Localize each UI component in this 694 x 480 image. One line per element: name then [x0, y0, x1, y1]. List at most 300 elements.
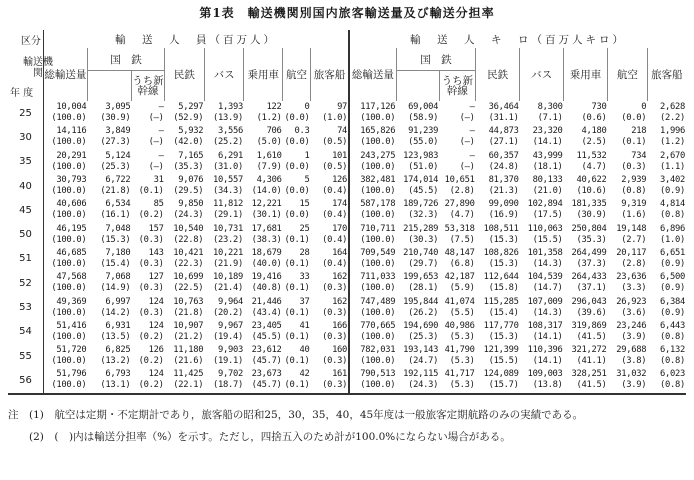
- cell-share: (43.4): [251, 307, 282, 318]
- cell-share: (52.9): [173, 113, 204, 124]
- data-cell: [647, 368, 686, 393]
- cell-share: (0.3): [138, 307, 164, 318]
- cell-value: —: [469, 126, 475, 137]
- cell-share: (45.5): [251, 331, 282, 342]
- cell-share: (1.6): [621, 210, 647, 221]
- data-cell: [244, 295, 283, 319]
- data-cell: [283, 271, 311, 295]
- cell-share: (—): [148, 137, 164, 148]
- data-cell: [43, 320, 87, 344]
- cell-value: 192,115: [403, 369, 439, 380]
- cell-value: 85: [153, 199, 164, 210]
- cell-share: (100.0): [360, 258, 396, 269]
- data-cell: [520, 344, 564, 368]
- cell-value: 124: [148, 369, 164, 380]
- cell-value: 770,665: [360, 320, 396, 331]
- data-cell: [564, 150, 608, 174]
- data-cell: [396, 150, 439, 174]
- data-cell: [165, 150, 205, 174]
- table-row: [8, 174, 686, 198]
- cell-share: (—): [148, 161, 164, 172]
- data-cell: [310, 125, 349, 149]
- cell-share: (0.1): [284, 258, 310, 269]
- data-cell: [647, 101, 686, 125]
- data-cell: [647, 174, 686, 198]
- data-cell: [87, 344, 131, 368]
- data-cell: [244, 368, 283, 393]
- cell-share: (100.0): [51, 210, 87, 221]
- data-cell: [439, 150, 475, 174]
- cell-value: 10,699: [173, 272, 204, 283]
- data-cell: [564, 344, 608, 368]
- cell-share: (100.0): [360, 234, 396, 245]
- cell-share: (5.3): [449, 331, 475, 342]
- row-year: 54: [8, 320, 43, 344]
- cell-value: 9,850: [178, 199, 204, 210]
- cell-share: (2.7): [621, 234, 647, 245]
- cell-value: —: [469, 150, 475, 161]
- cell-value: 264,433: [571, 272, 607, 283]
- cell-value: 7,068: [105, 272, 131, 283]
- data-cell: [204, 271, 244, 295]
- cell-share: (6.8): [449, 258, 475, 269]
- data-cell: [87, 174, 131, 198]
- cell-share: (17.5): [532, 210, 563, 221]
- data-cell: [520, 198, 564, 222]
- data-cell: [310, 101, 349, 125]
- cell-share: (30.9): [100, 113, 131, 124]
- cell-value: 30,793: [56, 175, 87, 186]
- data-cell: [244, 150, 283, 174]
- group-header-km: 輸 送 人 キ ロ（百万人キロ）: [349, 30, 686, 48]
- cell-value: 0: [641, 102, 647, 113]
- cell-share: (34.3): [212, 186, 243, 197]
- cell-value: 18,679: [251, 247, 282, 258]
- cell-value: —: [469, 102, 475, 113]
- cell-value: 124,089: [483, 369, 519, 380]
- cell-value: 174,014: [403, 175, 439, 186]
- cell-value: 6,384: [660, 296, 685, 307]
- row-year: 40: [8, 174, 43, 198]
- cell-value: 23,405: [251, 320, 282, 331]
- cell-value: 734: [631, 150, 647, 161]
- cell-share: (29.1): [212, 210, 243, 221]
- data-cell: [43, 344, 87, 368]
- cell-value: 6,825: [105, 345, 131, 356]
- cell-value: 20,117: [616, 247, 647, 258]
- cell-value: 102,894: [527, 199, 563, 210]
- row-year: 53: [8, 295, 43, 319]
- table-row: [8, 368, 686, 393]
- cell-value: 122: [266, 102, 282, 113]
- cell-share: (100.0): [360, 113, 396, 124]
- cell-value: 104,539: [527, 272, 563, 283]
- table-row: [8, 344, 686, 368]
- cell-value: 21,446: [251, 296, 282, 307]
- cell-value: 110,063: [527, 223, 563, 234]
- cell-value: 10,557: [212, 175, 243, 186]
- data-cell: [439, 344, 475, 368]
- cell-share: (41.1): [576, 356, 607, 367]
- data-cell: [396, 222, 439, 246]
- data-cell: [165, 222, 205, 246]
- cell-share: (38.3): [251, 234, 282, 245]
- cell-value: 0.3: [294, 126, 310, 137]
- cell-value: 215,289: [403, 223, 439, 234]
- data-cell: [43, 125, 87, 149]
- cell-value: 9,319: [621, 199, 647, 210]
- cell-share: (—): [459, 113, 475, 124]
- data-cell: [310, 150, 349, 174]
- cell-share: (39.6): [576, 307, 607, 318]
- data-cell: [564, 368, 608, 393]
- data-cell: [608, 271, 648, 295]
- data-cell: [349, 150, 396, 174]
- data-cell: [647, 198, 686, 222]
- note-2: (2) ( )内は輸送分担率（%）を示す。ただし，四捨五入のため計が100.0%にならない場合がある。: [8, 431, 511, 443]
- cell-share: (0.8): [621, 186, 647, 197]
- cell-share: (0.9): [660, 258, 685, 269]
- cell-share: (58.9): [408, 113, 439, 124]
- data-cell: [244, 271, 283, 295]
- cell-value: 40,986: [444, 320, 475, 331]
- cell-value: 9,903: [217, 345, 243, 356]
- data-cell: [131, 320, 164, 344]
- cell-share: (13.8): [532, 380, 563, 391]
- cell-value: 10,221: [212, 247, 243, 258]
- cell-share: (5.9): [449, 283, 475, 294]
- data-cell: [87, 222, 131, 246]
- cell-value: 2,670: [660, 150, 685, 161]
- cell-share: (18.1): [532, 161, 563, 172]
- cell-share: (13.9): [212, 113, 243, 124]
- cell-share: (100.0): [51, 283, 87, 294]
- cell-value: 2,939: [621, 175, 647, 186]
- row-year: 52: [8, 271, 43, 295]
- data-cell: [476, 125, 520, 149]
- cell-share: (100.0): [360, 137, 396, 148]
- cell-value: 19,148: [616, 223, 647, 234]
- data-cell: [564, 101, 608, 125]
- cell-share: (31.0): [212, 161, 243, 172]
- data-cell: [244, 344, 283, 368]
- data-cell: [349, 295, 396, 319]
- cell-value: 117,770: [483, 320, 519, 331]
- table-row: [8, 150, 686, 174]
- cell-value: 5,124: [105, 150, 131, 161]
- cell-value: 3,849: [105, 126, 131, 137]
- cell-value: 126: [332, 175, 348, 186]
- cell-value: 6,443: [660, 320, 685, 331]
- cell-value: 711,033: [360, 272, 396, 283]
- cell-share: (0.1): [284, 307, 310, 318]
- cell-value: 9,702: [217, 369, 243, 380]
- cell-share: (41.5): [576, 331, 607, 342]
- cell-value: 709,549: [360, 247, 396, 258]
- table-row: [8, 222, 686, 246]
- data-cell: [349, 320, 396, 344]
- cell-share: (7.1): [537, 113, 563, 124]
- cell-value: 6,291: [217, 150, 243, 161]
- cell-value: 10,540: [173, 223, 204, 234]
- col-kokutetsu-people: 国 鉄: [87, 48, 164, 71]
- cell-value: 126: [148, 345, 164, 356]
- cell-share: (100.0): [360, 307, 396, 318]
- cell-share: (45.7): [251, 356, 282, 367]
- cell-value: 11,812: [212, 199, 243, 210]
- cell-value: 4,814: [660, 199, 685, 210]
- data-cell: [396, 271, 439, 295]
- data-cell: [476, 271, 520, 295]
- data-cell: [87, 101, 131, 125]
- cell-share: (32.3): [408, 210, 439, 221]
- cell-share: (3.8): [621, 356, 647, 367]
- data-cell: [310, 368, 349, 393]
- cell-share: (7.5): [449, 234, 475, 245]
- cell-share: (23.2): [212, 234, 243, 245]
- cell-value: 321,272: [571, 345, 607, 356]
- cell-value: 123,983: [403, 150, 439, 161]
- data-cell: [283, 101, 311, 125]
- cell-share: (0.4): [322, 210, 348, 221]
- cell-share: (0.2): [138, 356, 164, 367]
- data-cell: [310, 295, 349, 319]
- cell-share: (100.0): [51, 380, 87, 391]
- cell-value: 210,740: [403, 247, 439, 258]
- cell-share: (100.0): [51, 356, 87, 367]
- data-cell: [520, 174, 564, 198]
- data-cell: [131, 344, 164, 368]
- cell-share: (21.3): [488, 186, 519, 197]
- col-kokutetsu-km: 国 鉄: [396, 48, 475, 71]
- data-cell: [476, 247, 520, 271]
- data-cell: [439, 247, 475, 271]
- data-cell: [204, 247, 244, 271]
- cell-share: (37.3): [576, 258, 607, 269]
- cell-share: (4.7): [581, 161, 607, 172]
- data-cell: [43, 150, 87, 174]
- cell-value: 194,690: [403, 320, 439, 331]
- cell-value: 47,568: [56, 272, 87, 283]
- data-cell: [647, 247, 686, 271]
- cell-value: 6,500: [660, 272, 685, 283]
- data-cell: [608, 125, 648, 149]
- cell-value: —: [158, 126, 164, 137]
- transport-table: [8, 30, 686, 395]
- cell-value: 174: [332, 199, 348, 210]
- cell-share: (0.1): [284, 380, 310, 391]
- cell-share: (27.1): [488, 137, 519, 148]
- data-cell: [131, 198, 164, 222]
- cell-value: 51,720: [56, 345, 87, 356]
- data-cell: [244, 174, 283, 198]
- cell-value: 42: [299, 369, 310, 380]
- cell-value: 10,421: [173, 247, 204, 258]
- col-ship-km: 旅客船: [651, 69, 683, 81]
- cell-share: (0.5): [322, 137, 348, 148]
- cell-share: (15.5): [488, 356, 519, 367]
- cell-value: 9,964: [217, 296, 243, 307]
- cell-value: 10,731: [212, 223, 243, 234]
- data-cell: [131, 101, 164, 125]
- data-cell: [396, 295, 439, 319]
- data-cell: [564, 271, 608, 295]
- cell-share: (21.8): [100, 186, 131, 197]
- cell-value: 41,717: [444, 369, 475, 380]
- cell-value: 10,763: [173, 296, 204, 307]
- cell-share: (22.3): [173, 258, 204, 269]
- data-cell: [165, 174, 205, 198]
- cell-value: 193,143: [403, 345, 439, 356]
- table-row: [8, 125, 686, 149]
- cell-share: (27.3): [100, 137, 131, 148]
- cell-share: (—): [459, 137, 475, 148]
- cell-value: 20,291: [56, 150, 87, 161]
- cell-share: (13.1): [100, 380, 131, 391]
- cell-value: 26,923: [616, 296, 647, 307]
- data-cell: [87, 368, 131, 393]
- data-cell: [204, 344, 244, 368]
- data-cell: [608, 101, 648, 125]
- row-year: 50: [8, 222, 43, 246]
- cell-value: 195,844: [403, 296, 439, 307]
- cell-value: 6,931: [105, 320, 131, 331]
- data-cell: [564, 198, 608, 222]
- cell-share: (16.9): [488, 210, 519, 221]
- cell-value: 74: [337, 126, 348, 137]
- cell-share: (14.1): [532, 137, 563, 148]
- cell-value: 587,178: [360, 199, 396, 210]
- data-cell: [520, 247, 564, 271]
- cell-value: 6,534: [105, 199, 131, 210]
- data-cell: [396, 125, 439, 149]
- cell-value: 1: [304, 150, 310, 161]
- cell-value: 4,180: [581, 126, 607, 137]
- cell-value: 319,869: [571, 320, 607, 331]
- table-row: [8, 295, 686, 319]
- col-mintetsu-km: 民鉄: [476, 48, 520, 101]
- note-1: 注 (1) 航空は定期・不定期計であり，旅客船の昭和25，30，35，40，45年度は一般旅客定期航路のみの実績である。: [8, 409, 584, 421]
- data-cell: [43, 368, 87, 393]
- data-cell: [608, 247, 648, 271]
- cell-value: 747,489: [360, 296, 396, 307]
- cell-value: 10,004: [56, 102, 87, 113]
- cell-value: 12,221: [251, 199, 282, 210]
- cell-value: 243,275: [360, 150, 396, 161]
- cell-value: 189,726: [403, 199, 439, 210]
- cell-share: (0.3): [138, 258, 164, 269]
- cell-share: (0.3): [138, 283, 164, 294]
- data-cell: [204, 150, 244, 174]
- data-cell: [476, 368, 520, 393]
- data-cell: [520, 150, 564, 174]
- cell-value: 80,133: [532, 175, 563, 186]
- cell-value: 5: [304, 175, 310, 186]
- cell-share: (0.3): [322, 380, 348, 391]
- cell-share: (2.8): [621, 258, 647, 269]
- cell-value: 1,393: [217, 102, 243, 113]
- table-row: [8, 271, 686, 295]
- data-cell: [131, 125, 164, 149]
- data-cell: [165, 368, 205, 393]
- cell-value: 69,004: [408, 102, 439, 113]
- table-row: [8, 247, 686, 271]
- cell-value: 43,999: [532, 150, 563, 161]
- data-cell: [439, 198, 475, 222]
- cell-share: (1.2): [660, 137, 685, 148]
- cell-share: (29.7): [408, 258, 439, 269]
- cell-share: (0.8): [660, 380, 685, 391]
- data-cell: [608, 198, 648, 222]
- data-cell: [204, 198, 244, 222]
- cell-share: (41.5): [576, 380, 607, 391]
- cell-share: (—): [148, 113, 164, 124]
- data-cell: [244, 198, 283, 222]
- data-cell: [244, 125, 283, 149]
- data-cell: [476, 320, 520, 344]
- data-cell: [564, 295, 608, 319]
- cell-share: (18.7): [212, 380, 243, 391]
- data-cell: [396, 198, 439, 222]
- data-cell: [396, 344, 439, 368]
- cell-share: (51.0): [408, 161, 439, 172]
- cell-share: (0.2): [138, 331, 164, 342]
- data-cell: [608, 174, 648, 198]
- cell-share: (2.8): [449, 186, 475, 197]
- cell-share: (22.1): [173, 380, 204, 391]
- cell-value: 33: [299, 272, 310, 283]
- cell-value: 710,711: [360, 223, 396, 234]
- cell-share: (14.3): [532, 307, 563, 318]
- cell-value: 23,636: [616, 272, 647, 283]
- cell-share: (30.9): [576, 210, 607, 221]
- cell-share: (42.0): [173, 137, 204, 148]
- data-cell: [439, 368, 475, 393]
- cell-share: (21.0): [532, 186, 563, 197]
- cell-share: (0.0): [621, 113, 647, 124]
- cell-value: 1,996: [660, 126, 685, 137]
- cell-share: (14.7): [532, 283, 563, 294]
- cell-value: 382,481: [360, 175, 396, 186]
- data-cell: [476, 174, 520, 198]
- data-cell: [476, 150, 520, 174]
- cell-share: (35.3): [576, 234, 607, 245]
- cell-value: 250,804: [571, 223, 607, 234]
- data-cell: [87, 198, 131, 222]
- cell-value: 127: [148, 272, 164, 283]
- cell-share: (0.1): [138, 186, 164, 197]
- data-cell: [608, 368, 648, 393]
- cell-share: (14.3): [532, 258, 563, 269]
- data-cell: [476, 344, 520, 368]
- corner-cell: [8, 30, 53, 101]
- cell-value: 8,300: [537, 102, 563, 113]
- cell-share: (25.2): [212, 137, 243, 148]
- cell-value: 6,023: [660, 369, 685, 380]
- data-cell: [283, 150, 311, 174]
- cell-share: (4.7): [449, 210, 475, 221]
- cell-share: (0.3): [138, 234, 164, 245]
- cell-value: 46,195: [56, 223, 87, 234]
- data-cell: [165, 247, 205, 271]
- corner-nendo: 年 度: [10, 87, 34, 99]
- data-cell: [647, 320, 686, 344]
- cell-value: 5,297: [178, 102, 204, 113]
- cell-share: (16.1): [100, 210, 131, 221]
- cell-share: (24.3): [173, 210, 204, 221]
- cell-share: (0.8): [660, 356, 685, 367]
- cell-value: 15: [299, 199, 310, 210]
